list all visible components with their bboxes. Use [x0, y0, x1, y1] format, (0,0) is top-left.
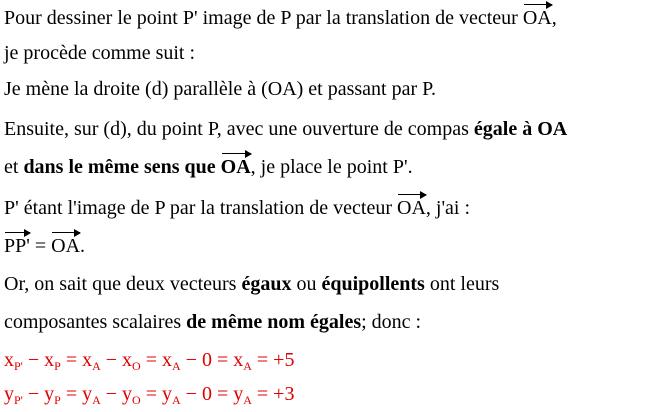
line-6-text: P' étant l'image de P par la translation de vecteur: [4, 197, 397, 219]
text-line-6: [4, 196, 470, 220]
equation-term: −: [22, 383, 45, 405]
equation-subscript: A: [243, 359, 252, 373]
equation-term: =: [60, 383, 83, 405]
bold-equipollents: équipollents: [321, 273, 425, 295]
text-line-2: [4, 41, 195, 65]
text-line-1: [4, 6, 557, 30]
equation-term: y: [162, 383, 172, 405]
equation-term: y: [44, 383, 55, 405]
line-4-bold: égale à OA: [473, 118, 568, 140]
equation-term: x: [44, 349, 55, 371]
text-line-9: [4, 310, 421, 334]
line-5-bold: dans le même sens que: [23, 156, 221, 178]
line-9-bold: de même nom égales: [186, 311, 362, 333]
line-9-text: composantes scalaires: [4, 311, 187, 333]
text-line-4: [4, 117, 567, 141]
equation-subscript: A: [92, 359, 101, 373]
line-7-end: .: [80, 235, 86, 257]
equation-term: x: [122, 349, 133, 371]
equation-term: =: [140, 383, 162, 405]
line-9-end: ; donc :: [361, 311, 422, 333]
line-8-text: Or, on sait que deux vecteurs: [4, 273, 242, 295]
line-6-end: , j'ai :: [425, 197, 471, 219]
text-line-3: [4, 77, 436, 101]
equation-term: = +3: [251, 383, 295, 405]
equation-term: −: [22, 349, 45, 371]
equation-term: = +5: [251, 349, 295, 371]
vector-pp: PP': [4, 235, 30, 257]
equation-term: −: [100, 383, 123, 405]
vector-oa: OA: [397, 197, 426, 219]
text-line-8: [4, 272, 499, 296]
line-2-text: je procède comme suit :: [4, 42, 196, 64]
equation-subscript: P: [54, 393, 61, 407]
vector-oa: OA: [51, 235, 81, 257]
equation-term: x: [4, 349, 14, 371]
equation-subscript: A: [172, 359, 181, 373]
equation-term: x: [233, 349, 244, 371]
equation-subscript: A: [92, 393, 101, 407]
equation-y: [4, 382, 294, 406]
equation-subscript: P': [14, 359, 23, 373]
equation-subscript: A: [172, 393, 181, 407]
equation-term: =: [140, 349, 162, 371]
text-line-5: [4, 155, 413, 179]
line-5-end: , je place le point P'.: [250, 156, 413, 178]
line-8-mid: ou: [291, 273, 322, 295]
equation-term: y: [233, 383, 244, 405]
line-1-text: Pour dessiner le point P' image de P par la translation de vecteur: [4, 7, 523, 29]
equation-subscript: P': [14, 393, 23, 407]
bold-egaux: égaux: [241, 273, 292, 295]
line-3-text: Je mène la droite (d) parallèle à (OA) et passant par P.: [4, 78, 437, 100]
line-4-text: Ensuite, sur (d), du point P, avec une ouverture de compas: [4, 118, 474, 140]
equals-sign: =: [29, 235, 52, 257]
equation-term: y: [122, 383, 133, 405]
equation-term: −: [100, 349, 123, 371]
equation-subscript: O: [132, 393, 141, 407]
equation-term: − 0 =: [180, 349, 234, 371]
equation-subscript: A: [243, 393, 252, 407]
equation-x: [4, 348, 294, 372]
equation-term: x: [82, 349, 93, 371]
equation-term: x: [162, 349, 172, 371]
vector-oa: OA: [522, 7, 552, 29]
equation-term: =: [60, 349, 83, 371]
line-5-text: et: [4, 156, 24, 178]
equation-subscript: P: [54, 359, 61, 373]
line-1-end: ,: [551, 7, 557, 29]
equation-term: y: [82, 383, 93, 405]
equation-term: − 0 =: [180, 383, 234, 405]
equation-subscript: O: [132, 359, 141, 373]
text-line-7: [4, 234, 85, 258]
line-8-end: ont leurs: [424, 273, 500, 295]
equation-term: y: [4, 383, 14, 405]
vector-oa: OA: [220, 156, 251, 178]
